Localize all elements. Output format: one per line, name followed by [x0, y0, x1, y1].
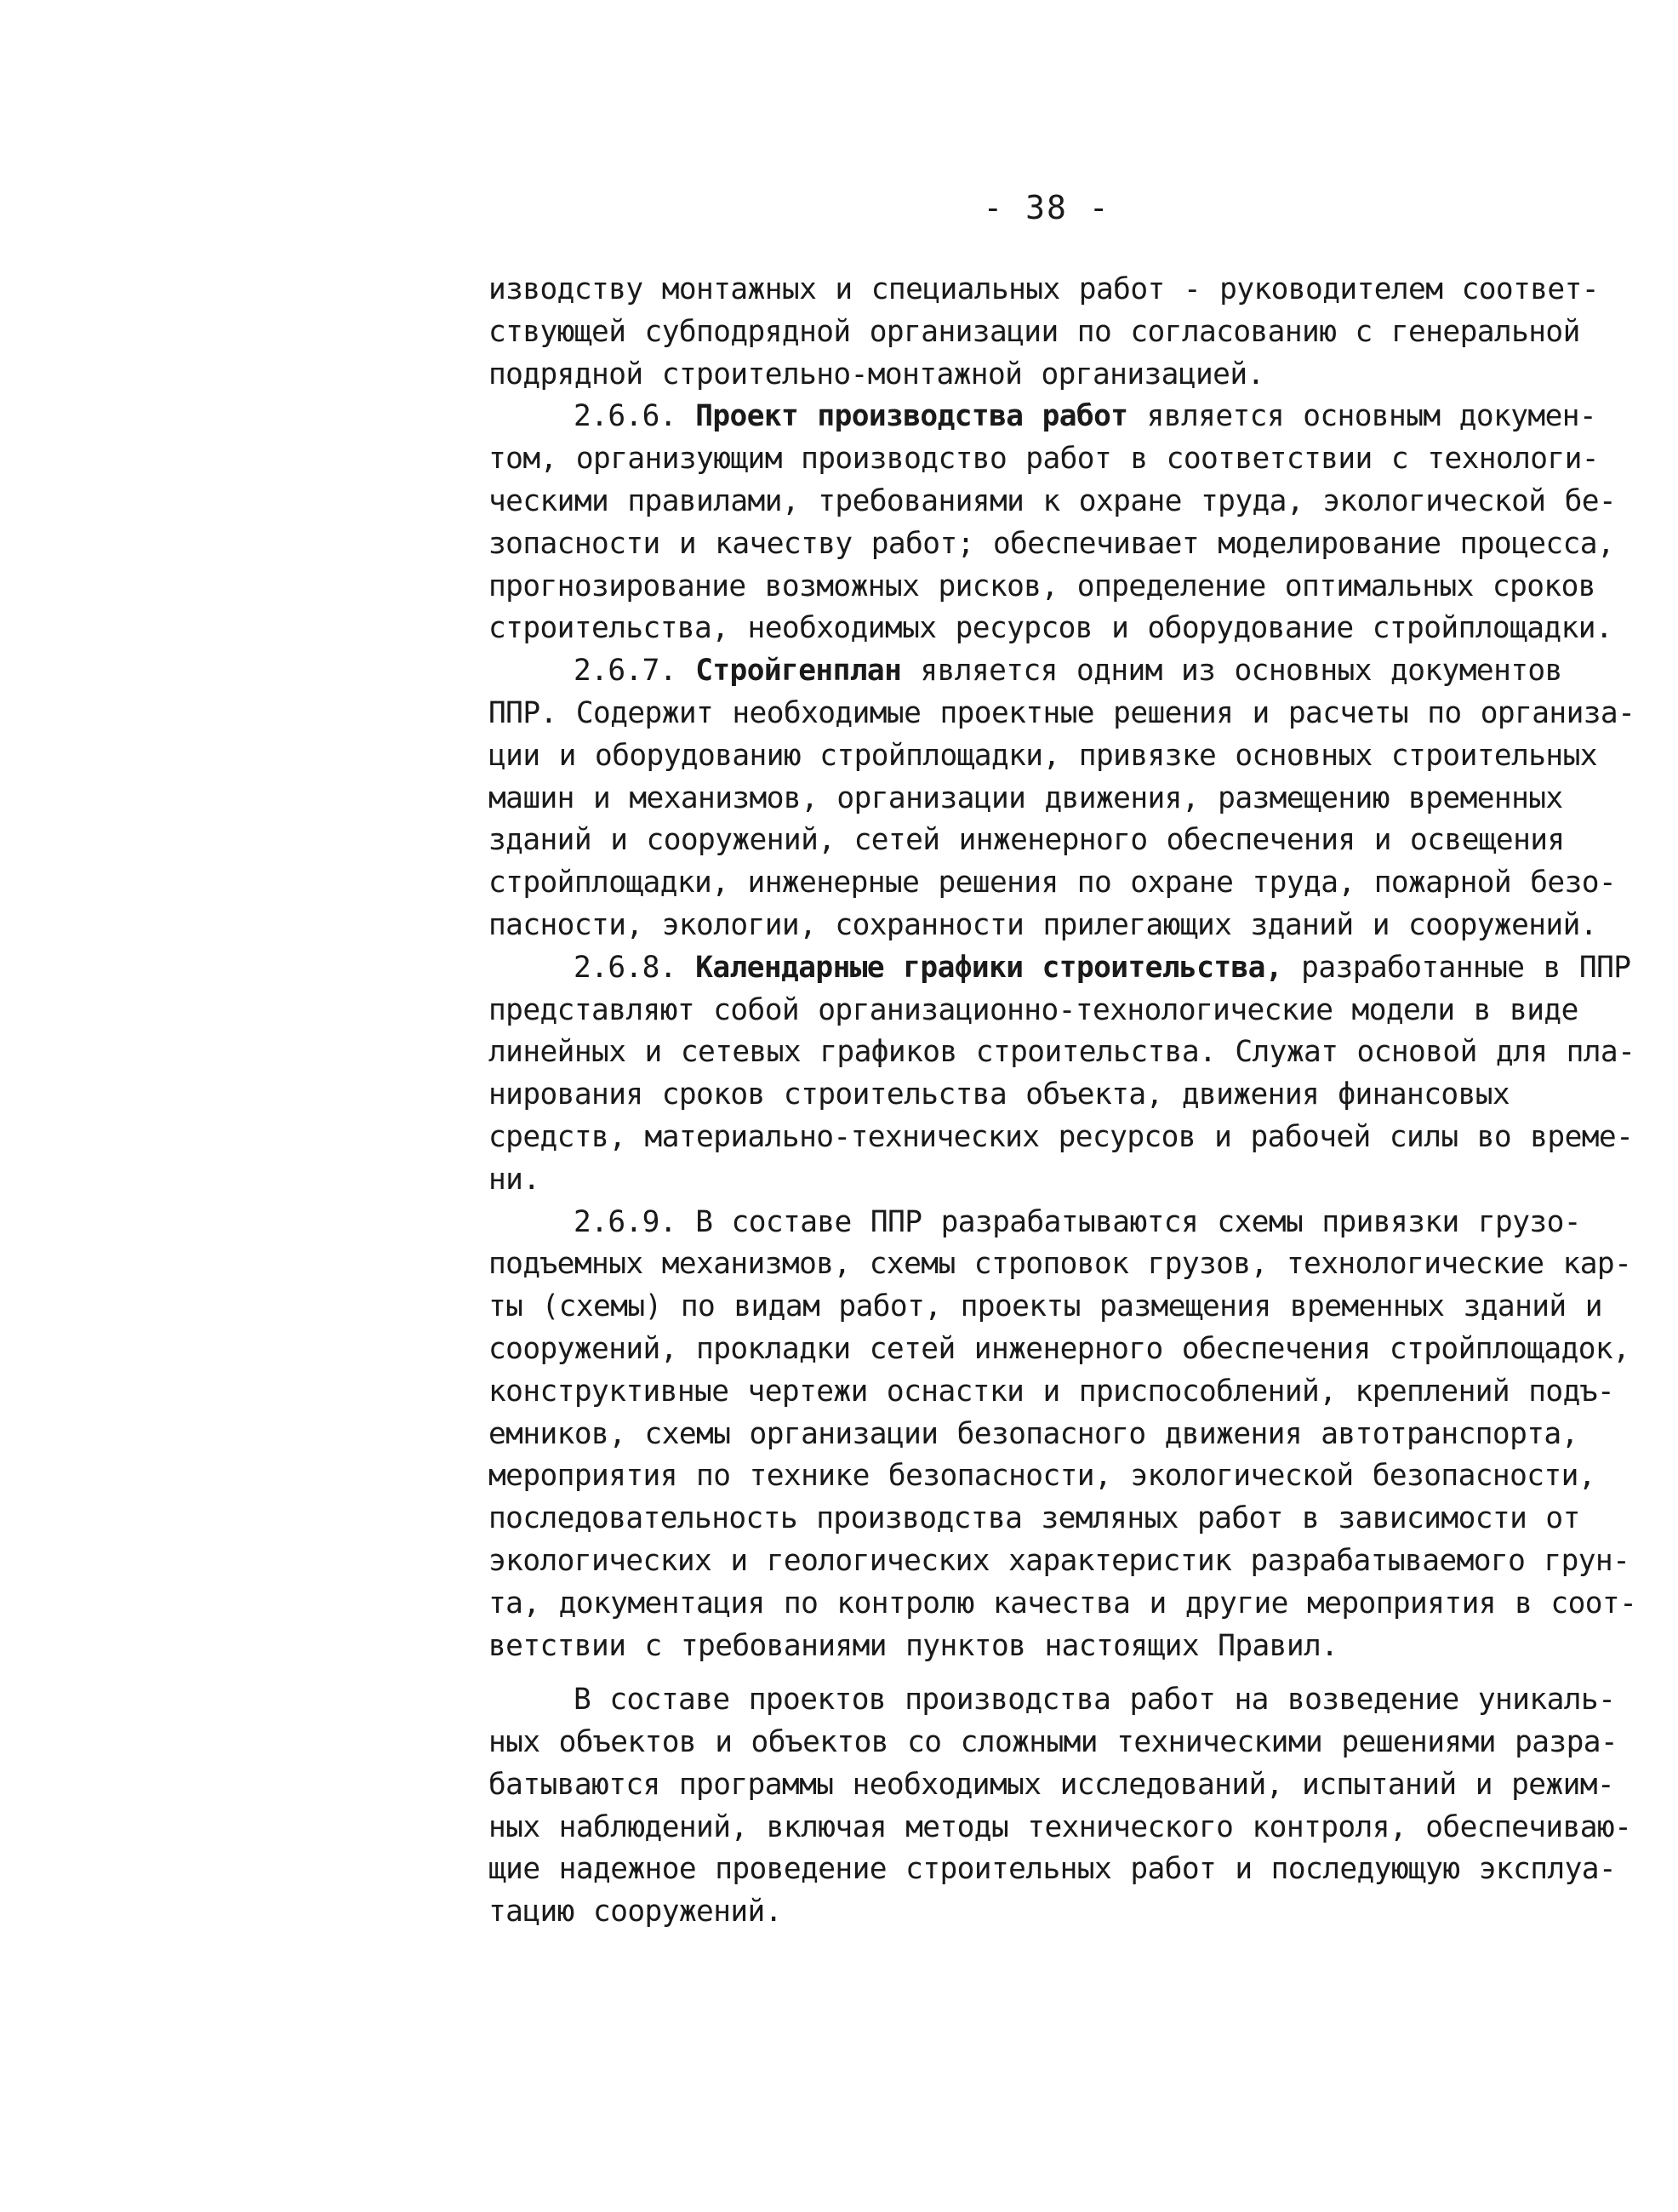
text-line: батываются программы необходимых исследований, испытаний и режим-	[488, 1767, 1615, 1802]
text-line: ты (схемы) по видам работ, проекты размещения временных зданий и	[488, 1289, 1602, 1324]
text-line: пасности, экологии, сохранности прилегающих зданий и сооружений.	[488, 907, 1597, 942]
text-line: ных объектов и объектов со сложными техническими решениями разра-	[488, 1725, 1618, 1760]
term-stroygenplan: Стройгенплан	[695, 654, 902, 689]
text-line: изводству монтажных и специальных работ - руководителем соответ-	[488, 272, 1599, 306]
text-line: ных наблюдений, включая методы технического контроля, обеспечиваю-	[488, 1809, 1632, 1844]
text-line: щие надежное проведение строительных работ и последующую эксплуа-	[488, 1852, 1617, 1887]
text-line: ции и оборудованию стройплощадки, привязке основных строительных	[488, 738, 1597, 773]
text-line: ни.	[488, 1162, 540, 1197]
text-line: линейных и сетевых графиков строительства. Служат основой для пла-	[488, 1035, 1635, 1070]
text-line: строительства, необходимых ресурсов и оборудование стройплощадки.	[488, 611, 1613, 646]
text-line: ветствии с требованиями пунктов настоящих Правил.	[488, 1628, 1338, 1663]
text-line: ствующей субподрядной организации по согласованию с генеральной	[488, 314, 1580, 349]
paragraph-2-6-9-start: 2.6.9. В составе ППР разрабатываются схемы привязки грузо-	[574, 1204, 1581, 1239]
text-line: том, организующим производство работ в соответствии с технологи-	[488, 442, 1599, 477]
text-line: экологических и геологических характеристик разрабатываемого грун-	[488, 1543, 1630, 1578]
text-line: прогнозирование возможных рисков, определение оптимальных сроков	[488, 569, 1595, 603]
text-line: зданий и сооружений, сетей инженерного обеспечения и освещения	[488, 823, 1565, 858]
text-line: сооружений, прокладки сетей инженерного обеспечения стройплощадок,	[488, 1331, 1630, 1366]
paragraph-2-6-7-start: 2.6.7. Стройгенплан является одним из основных документов	[574, 654, 1562, 689]
text-line: та, документация по контролю качества и другие мероприятия в соот-	[488, 1586, 1637, 1620]
text-line: зопасности и качеству работ; обеспечивает моделирование процесса,	[488, 526, 1615, 561]
text-line: последовательность производства земляных работ в зависимости от	[488, 1501, 1580, 1536]
text-line: тацию сооружений.	[488, 1895, 782, 1929]
paragraph-2-6-6-start: 2.6.6. Проект производства работ является основным докумен-	[574, 399, 1597, 434]
text-line: подрядной строительно-монтажной организацией.	[488, 357, 1264, 392]
text-line: представляют собой организационно-технологические модели в виде	[488, 992, 1578, 1027]
page-number: - 38 -	[983, 189, 1110, 226]
text-line: нирования сроков строительства объекта, движения финансовых	[488, 1077, 1510, 1112]
text-line: ческими правилами, требованиями к охране труда, экологической бе-	[488, 483, 1617, 518]
text-line: машин и механизмов, организации движения, размещению временных	[488, 780, 1563, 815]
text-line: средств, материально-технических ресурсов и рабочей силы во време-	[488, 1119, 1634, 1154]
text-line: стройплощадки, инженерные решения по охране труда, пожарной безо-	[488, 866, 1617, 900]
text-line: мероприятия по технике безопасности, экологической безопасности,	[488, 1459, 1595, 1494]
term-calendar-schedules: Календарные графики строительства,	[695, 950, 1283, 985]
body-text	[488, 269, 1637, 1934]
text-line: подъемных механизмов, схемы строповок грузов, технологические кар-	[488, 1247, 1632, 1282]
paragraph-unique-objects-start: В составе проектов производства работ на возведение уникаль-	[574, 1683, 1616, 1718]
term-project: Проект производства работ	[695, 399, 1128, 434]
text-line: емников, схемы организации безопасного движения автотранспорта,	[488, 1416, 1578, 1451]
paragraph-2-6-8-start: 2.6.8. Календарные графики строительства, разработанные в ППР	[574, 950, 1631, 985]
text-line: конструктивные чертежи оснастки и приспособлений, креплений подъ-	[488, 1374, 1615, 1409]
text-line: ППР. Содержит необходимые проектные решения и расчеты по организа-	[488, 695, 1635, 730]
